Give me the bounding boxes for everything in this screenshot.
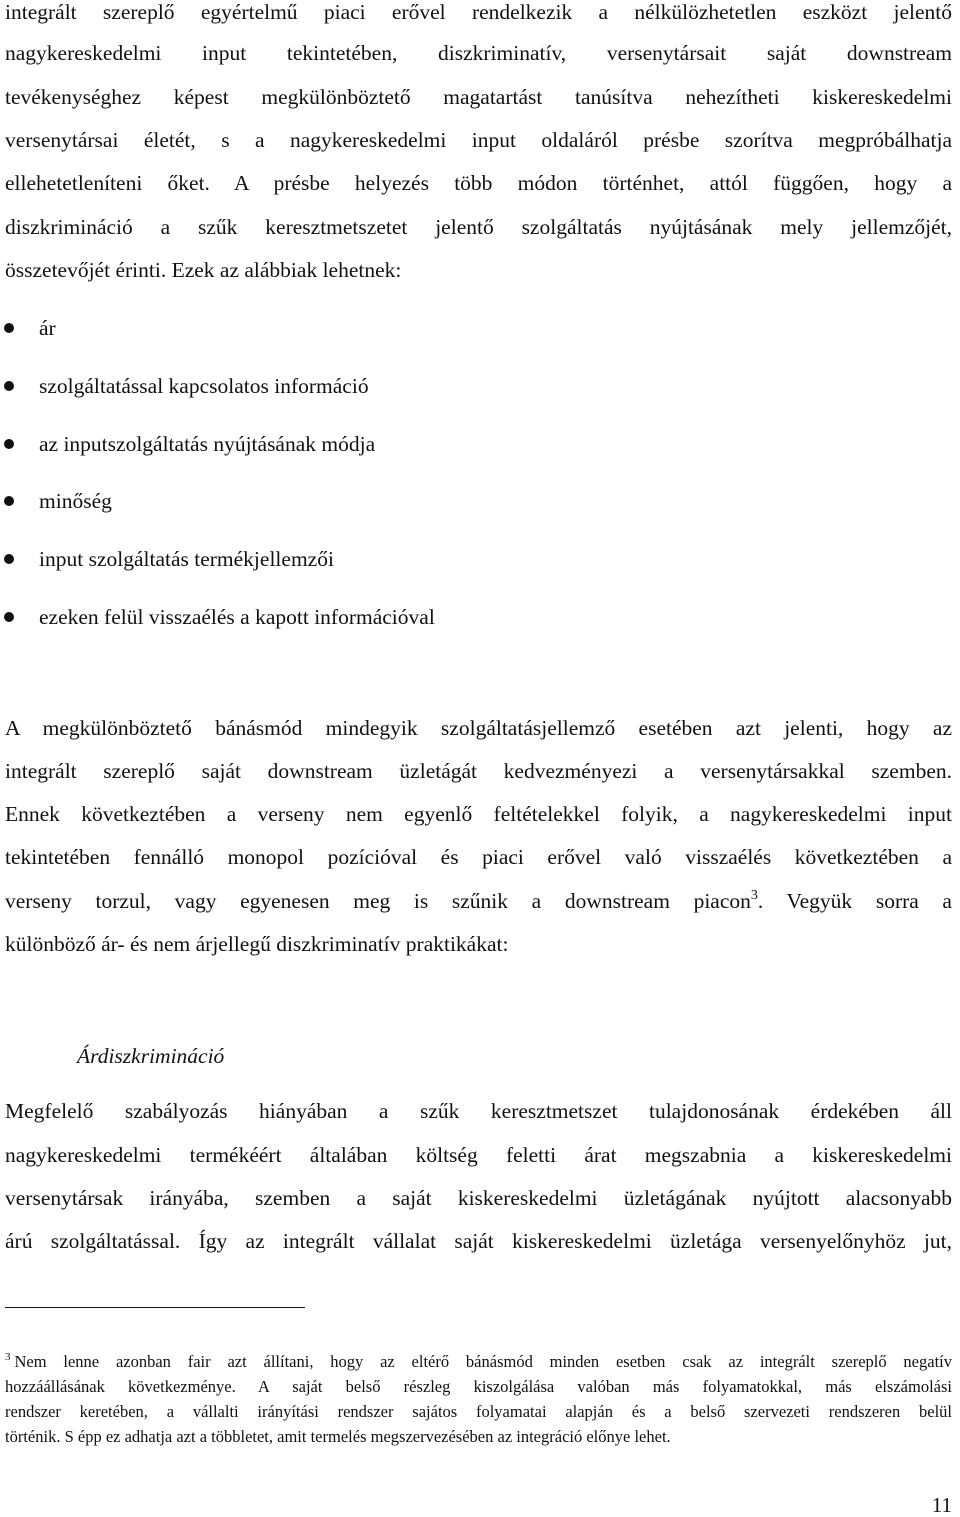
- footnote-line: [5, 1352, 952, 1374]
- footnote-reference: 3: [750, 888, 758, 903]
- paragraph-2-line: Ennek következtében a verseny nem egyenlő feltételekkel folyik, a nagykereskedelmi input: [5, 802, 952, 826]
- footnote-separator: [5, 1307, 305, 1308]
- paragraph-1-line: integrált szereplő egyértelmű piaci erővel rendelkezik a nélkülözhetetlen eszközt jelentő: [5, 0, 952, 24]
- paragraph-1-line: ellehetetleníteni őket. A présbe helyezés több módon történhet, attól függően, hogy a: [5, 171, 952, 195]
- paragraph-1-line: tevékenységhez képest megkülönböztető magatartást tanúsítva nehezítheti kiskereskedelmi: [5, 85, 952, 109]
- paragraph-1-line: diszkrimináció a szűk keresztmetszetet jelentő szolgáltatás nyújtásának mely jellemzőjét,: [5, 215, 952, 239]
- footnote-line: történik. S épp ez adhatja azt a többletet, amit termelés megszervezésében az integráció előnye lehet.: [5, 1427, 671, 1446]
- paragraph-2-line: különböző ár- és nem árjellegű diszkriminatív praktikákat:: [5, 932, 509, 956]
- footnote-line: rendszer keretében, a vállalti irányítási rendszer sajátos folyamatai alapján és a belső szervezeti rendszeren belül: [5, 1402, 952, 1421]
- paragraph-3-line: Megfelelő szabályozás hiányában a szűk keresztmetszet tulajdonosának érdekében áll: [5, 1099, 952, 1123]
- bullet-dot-icon: [4, 496, 14, 506]
- bullet-item: ezeken felül visszaélés a kapott információval: [39, 605, 435, 629]
- paragraph-2-line: [5, 889, 952, 917]
- bullet-dot-icon: [4, 554, 14, 564]
- bullet-item: az inputszolgáltatás nyújtásának módja: [39, 432, 376, 456]
- footnote-number: 3: [5, 1351, 11, 1363]
- bullet-dot-icon: [4, 439, 14, 449]
- page-number: 11: [931, 1493, 952, 1517]
- bullet-dot-icon: [4, 381, 14, 391]
- paragraph-1-line: nagykereskedelmi input tekintetében, diszkriminatív, versenytársait saját downstream: [5, 41, 952, 65]
- paragraph-1-line: összetevőjét érinti. Ezek az alábbiak lehetnek:: [5, 258, 402, 282]
- bullet-item: input szolgáltatás termékjellemzői: [39, 547, 334, 571]
- paragraph-3-line: nagykereskedelmi termékéért általában költség feletti árat megszabnia a kiskereskedelmi: [5, 1143, 952, 1167]
- paragraph-3-line: árú szolgáltatással. Így az integrált vállalat saját kiskereskedelmi üzletága versenyelőnyhöz jut,: [5, 1229, 952, 1253]
- bullet-dot-icon: [4, 323, 14, 333]
- bullet-dot-icon: [4, 612, 14, 622]
- bullet-item: minőség: [39, 489, 112, 513]
- paragraph-1-line: versenytársai életét, s a nagykereskedelmi input oldaláról présbe szorítva megpróbálhatja: [5, 128, 952, 152]
- paragraph-2-text: . Vegyük sorra a: [757, 889, 952, 913]
- bullet-item: ár: [39, 316, 56, 340]
- paragraph-2-line: integrált szereplő saját downstream üzletágát kedvezményezi a versenytársakkal szemben.: [5, 759, 952, 783]
- bullet-item: szolgáltatással kapcsolatos információ: [39, 374, 369, 398]
- paragraph-3-line: versenytársak irányába, szemben a saját kiskereskedelmi üzletágának nyújtott alacsonyabb: [5, 1186, 952, 1210]
- paragraph-2-line: A megkülönböztető bánásmód mindegyik szolgáltatásjellemző esetében azt jelenti, hogy az: [5, 716, 952, 740]
- footnote-line: hozzáállásának következménye. A saját belső részleg kiszolgálása valóban más folyamatokkal, más elszámolási: [5, 1377, 952, 1396]
- paragraph-2-text: verseny torzul, vagy egyenesen meg is szűnik a downstream piacon: [5, 889, 751, 913]
- section-heading: Árdiszkrimináció: [77, 1044, 225, 1068]
- footnote-text: Nem lenne azonban fair azt állítani, hogy az eltérő bánásmód minden esetben csak az integrált szereplő negatív: [14, 1352, 952, 1371]
- paragraph-2-line: tekintetében fennálló monopol pozícióval és piaci erővel való visszaélés következtében a: [5, 845, 952, 869]
